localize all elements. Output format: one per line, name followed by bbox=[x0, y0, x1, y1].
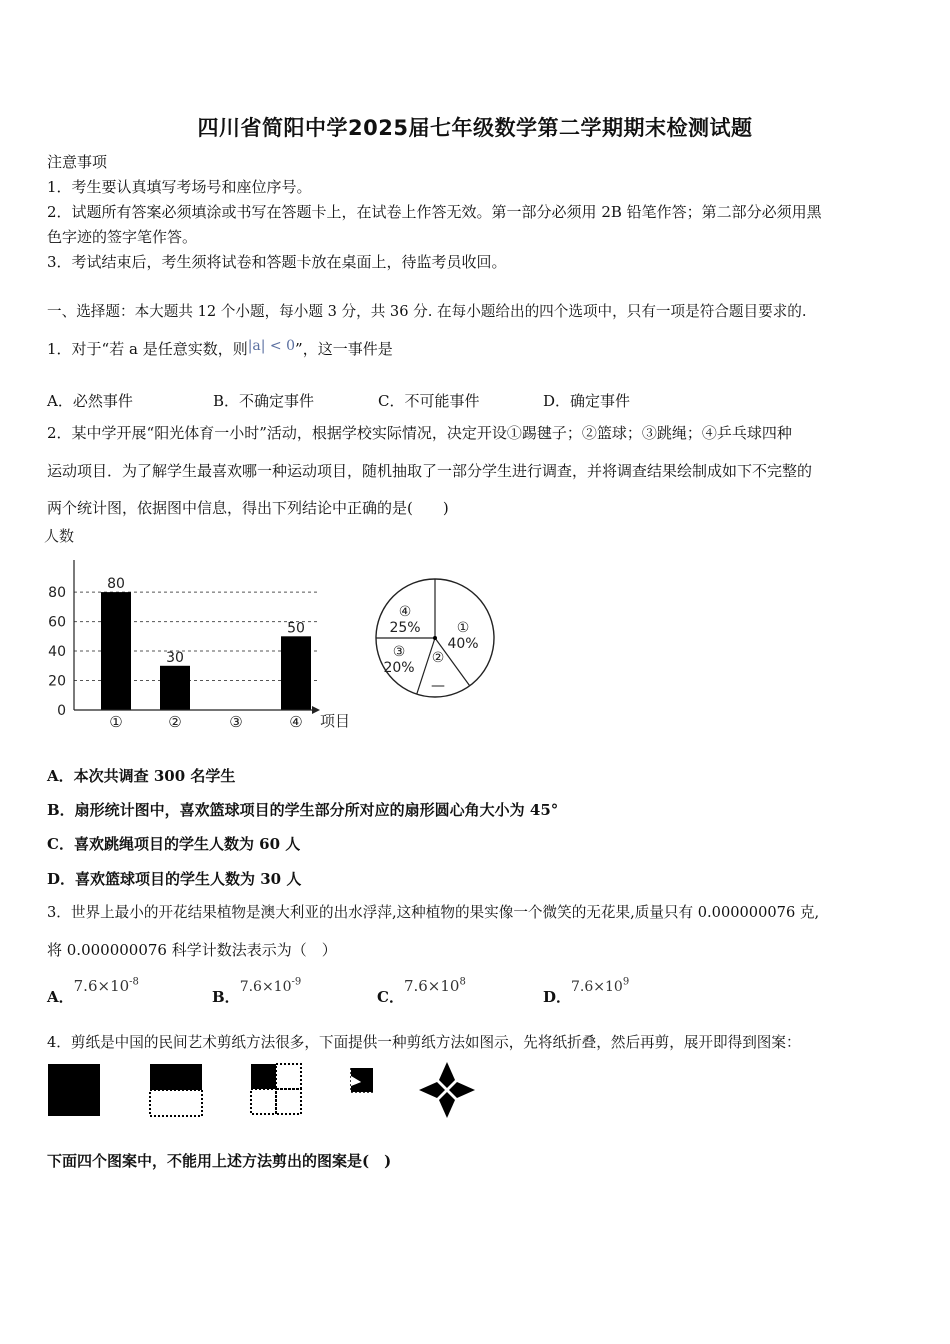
q2-option-b[interactable]: B．扇形统计图中，喜欢篮球项目的学生部分所对应的扇形圆心角大小为 45° bbox=[47, 801, 559, 819]
q3-option-d-base: 7.6×10 bbox=[571, 979, 623, 995]
bar-data-label: 30 bbox=[166, 649, 184, 666]
question-1 bbox=[47, 339, 393, 360]
q2-line-1: 2．某中学开展“阳光体育一小时”活动，根据学校实际情况，决定开设①踢毽子；②篮球；③跳绳；④乒乓球四种 bbox=[47, 424, 792, 442]
pie-slice-label: ② bbox=[431, 650, 445, 666]
q3-option-b[interactable] bbox=[212, 975, 302, 1006]
pie-center bbox=[433, 636, 437, 640]
bar-2 bbox=[160, 666, 190, 710]
x-category-label: ② bbox=[168, 713, 182, 731]
notice-heading: 注意事项 bbox=[47, 153, 108, 171]
q3-option-d[interactable] bbox=[543, 975, 630, 1006]
q3-line-2: 将 0.000000076 科学计数法表示为（ ） bbox=[47, 941, 337, 959]
x-category-label: ③ bbox=[229, 713, 243, 731]
bar-1 bbox=[101, 592, 131, 710]
q1-formula: |a| < 0 bbox=[247, 338, 296, 354]
pie-slice-label: ④ bbox=[398, 604, 412, 620]
pie-slice-label: ③ bbox=[392, 644, 406, 660]
bar-data-label: 80 bbox=[107, 576, 125, 593]
q2-line-2: 运动项目．为了解学生最喜欢哪一种运动项目，随机抽取了一部分学生进行调查，并将调查结果绘制成如下不完整的 bbox=[47, 462, 813, 480]
q3-option-a-exp: -8 bbox=[129, 976, 139, 988]
pie-chart bbox=[368, 572, 503, 707]
q4-text: 4．剪纸是中国的民间艺术剪纸方法很多，下面提供一种剪纸方法如图示，先将纸折叠，然后再剪，展开即得到图案： bbox=[47, 1034, 801, 1051]
q3-option-c[interactable] bbox=[377, 975, 466, 1006]
q3-option-a[interactable] bbox=[47, 975, 139, 1006]
fold-step-3 bbox=[251, 1064, 301, 1114]
fold-step-4-cut bbox=[351, 1068, 373, 1092]
bar-data-label: 50 bbox=[287, 620, 305, 637]
notice-item-2-cont: 色字迹的签字笔作答。 bbox=[47, 228, 198, 246]
bar-chart bbox=[40, 520, 360, 735]
bar-chart-ylabel: 人数 bbox=[44, 527, 75, 545]
q2-option-d[interactable]: D．喜欢篮球项目的学生人数为 30 人 bbox=[47, 870, 302, 888]
notice-item-3: 3．考试结束后，考生须将试卷和答题卡放在桌面上，待监考员收回。 bbox=[47, 253, 507, 271]
q3-option-a-base: 7.6×10 bbox=[73, 977, 130, 995]
q2-option-a[interactable]: A．本次共调查 300 名学生 bbox=[47, 767, 236, 785]
paper-cut-steps bbox=[45, 1060, 485, 1122]
y-tick-label: 0 bbox=[57, 703, 66, 719]
pie-percent-label: 20% bbox=[383, 660, 415, 676]
pie-percent-label: 25% bbox=[389, 620, 421, 636]
x-category-label: ④ bbox=[289, 713, 303, 731]
y-tick-label: 80 bbox=[48, 585, 66, 602]
fold-step-2 bbox=[150, 1064, 202, 1116]
q4-prompt: 下面四个图案中，不能用上述方法剪出的图案是( ) bbox=[47, 1152, 392, 1170]
q3-option-d-exp: 9 bbox=[622, 976, 630, 988]
y-tick-label: 40 bbox=[48, 644, 66, 661]
bar-4 bbox=[281, 636, 311, 710]
q3-option-c-base: 7.6×10 bbox=[403, 977, 460, 995]
q1-text-after: ”，这一事件是 bbox=[295, 340, 393, 358]
section-heading: 一、选择题：本大题共 12 个小题，每小题 3 分，共 36 分. 在每小题给出的四个选项中，只有一项是符合题目要求的. bbox=[47, 303, 807, 320]
q2-option-c[interactable]: C．喜欢跳绳项目的学生人数为 60 人 bbox=[47, 835, 301, 853]
x-category-label: ① bbox=[109, 713, 123, 731]
notice-item-2: 2．试题所有答案必须填涂或书写在答题卡上，在试卷上作答无效。第一部分必须用 2B 铅笔作答；第二部分必须用黑 bbox=[47, 203, 822, 221]
q3-option-d-label: D． bbox=[543, 988, 572, 1006]
bar-chart-xlabel: 项目 bbox=[320, 712, 351, 730]
q3-option-b-label: B． bbox=[212, 988, 240, 1006]
q1-option-b[interactable]: B．不确定事件 bbox=[213, 392, 315, 410]
pie-percent-label: 40% bbox=[447, 636, 479, 652]
page-title: 四川省简阳中学2025届七年级数学第二学期期末检测试题 bbox=[197, 116, 753, 140]
q1-option-a[interactable]: A．必然事件 bbox=[47, 392, 133, 410]
unfolded-pattern bbox=[419, 1062, 475, 1118]
q2-line-3: 两个统计图，依据图中信息，得出下列结论中正确的是( ) bbox=[47, 499, 449, 517]
y-tick-label: 60 bbox=[48, 614, 66, 631]
notice-item-1: 1．考生要认真填写考场号和座位序号。 bbox=[47, 178, 312, 196]
q3-option-b-exp: -9 bbox=[291, 976, 302, 988]
pie-slice-label: ① bbox=[456, 620, 470, 636]
q3-option-b-base: 7.6×10 bbox=[239, 979, 292, 995]
q3-line-1: 3．世界上最小的开花结果植物是澳大利亚的出水浮萍,这种植物的果实像一个微笑的无花果,质量只有 0.000000076 克, bbox=[47, 904, 820, 921]
pie-blank-mark: — bbox=[431, 678, 445, 694]
q3-option-c-label: C． bbox=[377, 988, 404, 1006]
fold-step-1 bbox=[48, 1064, 100, 1116]
q3-option-a-label: A． bbox=[47, 988, 74, 1006]
q1-option-c[interactable]: C．不可能事件 bbox=[378, 392, 480, 410]
y-tick-label: 20 bbox=[48, 673, 66, 690]
q1-option-d[interactable]: D．确定事件 bbox=[543, 392, 631, 410]
q1-text-before: 1．对于“若 a 是任意实数，则 bbox=[47, 340, 248, 358]
q3-option-c-exp: 8 bbox=[459, 976, 466, 988]
x-axis-arrow bbox=[312, 706, 320, 714]
